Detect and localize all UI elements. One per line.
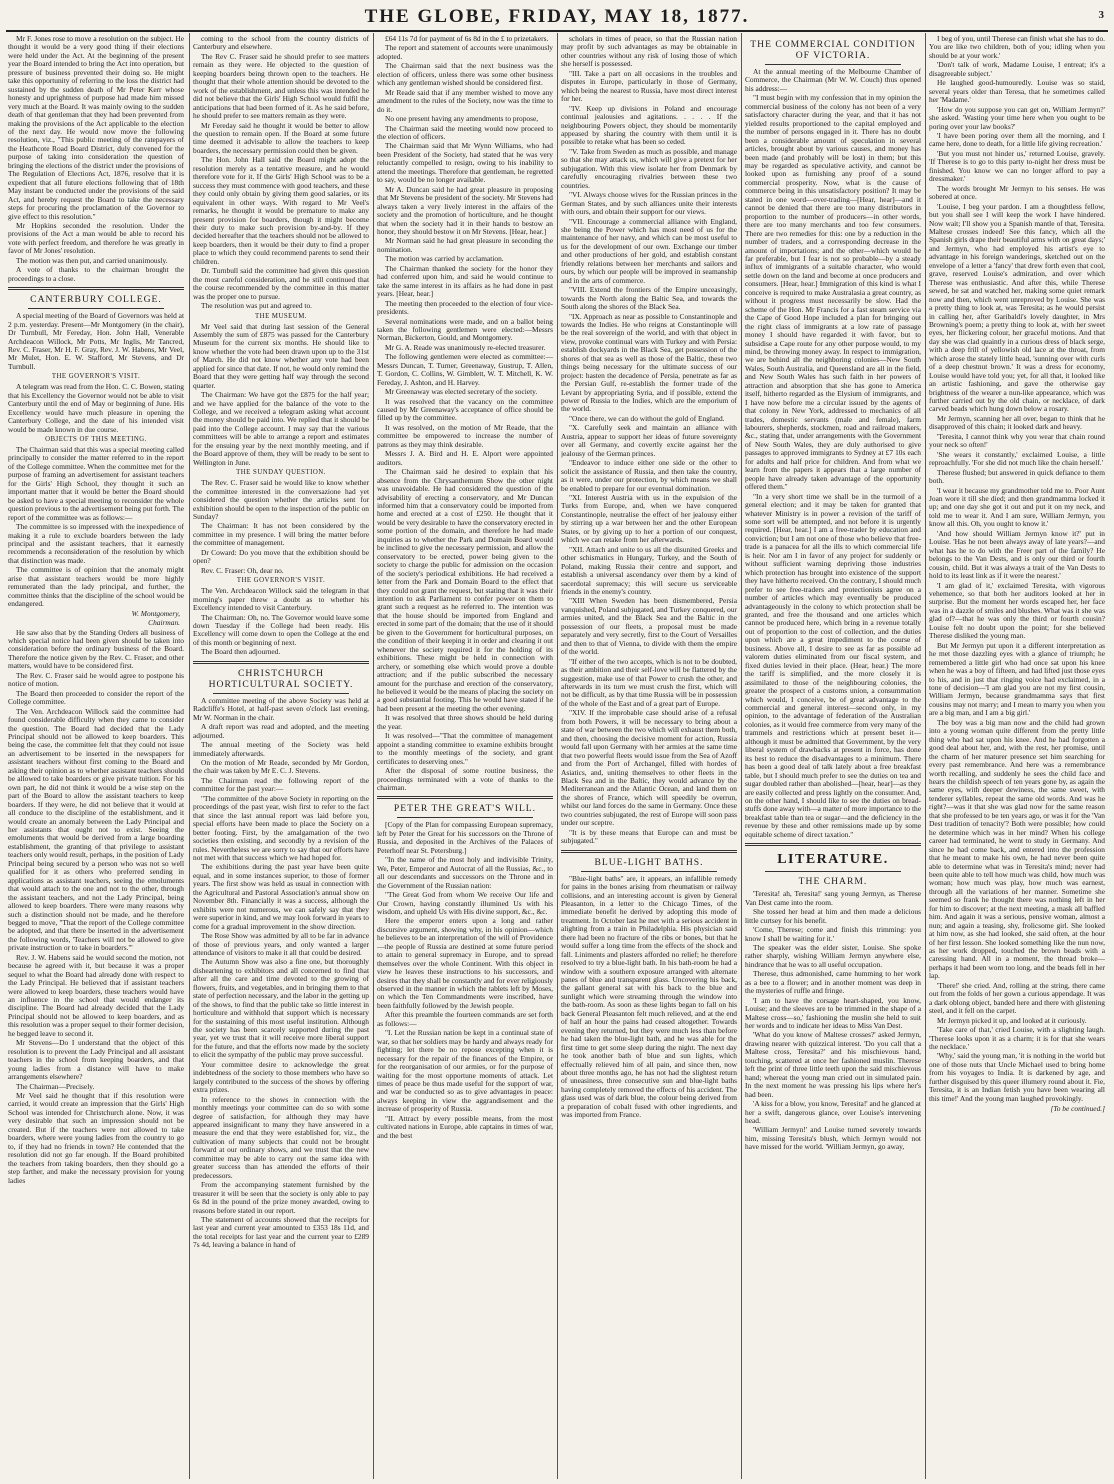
paragraph: He saw also that by the Standing Orders all business of which special notice had been given should be taken into consideration before the ordinary business of the Board. Therefore the notice given by the Rev. C. Fraser, and other matters, would have to be considered first. [8,627,184,671]
paragraph: "The Great God from whom We receive Our life and Our Crown, having constantly illumined Us with his wisdom, and upheld Us with His divine support, &c., &c. [377,890,553,916]
paragraph: Therese flushed; but answered in quick defiance to them both. [929,467,1105,486]
heading-rule [765,871,901,872]
paragraph: Messrs J. A. Bird and H. E. Alport were appointed auditors. [377,449,553,467]
paragraph: "III. Take a part on all occasions in the troubles and disputes in Europe, particularly in those of Germany, which being the nearest to Russia, have most direct interest for her. [561,68,737,104]
column-rule [373,33,374,1479]
paragraph: The boy was a big man now and the child had grown into a young woman quite different from the pretty little thing who had sat upon his knee. And he had forgotten a good deal about her, and, with the rest, her promise, until the charm of her maturer presence set him searching for every past remembrance. And here was a remembrance worth recalling, and suddenly he sees the child face and hears the childish speech of ten years gone by, as again the same eyes, with deeper dewiness, the same sweet, with tenderer syllables, repeat the same old words. And was he right?—was it that she was glad now for the same reason that she professed to be ten years ago, or was it for the 'Van Dest tradition of tenacity'? Both were possible; how could he determine which was in her mind? When his college career had terminated, he went to study in Germany. And since he had come back, and entered into the profession that he meant to make his own, he had never been quite able to determine what was in Teresita's mind; never had been quite able to tell how much was child, how much was woman; how much was play, how much was earnest, through all the variations of her manner. Sometime she seemed so frank he thought there was nothing left in her for him to discover; at the next meeting, a mask all baffled him. And again it was a serious, pensive woman, almost a nun; and again a teasing, shy, frolicsome girl. She looked at him now, as she had looked, she said often, at the hour of her first lesson. She looked something like the nun now, as her work dropped, touched the brown beads with a caressing hand. All in a moment, the thread broke—perhaps it had been worn too long, and the beads fell in her lap. [929,717,1105,981]
paragraph: The Board then proceeded to consider the report of the College committee. [8,688,184,707]
paragraph: 'Why,' said the young man, 'it is nothing in the world but one of those nuts that Uncle Michael used to bring home from his voyages to India. It is darkened by age, and further disguised by this queer illumery round about it. Fie, Teresita, it is an Indian fetish you have been wearing all this time!' And the young man laughed provokingly. [929,1051,1105,1103]
column-6 [929,35,1105,1479]
heading-rule [581,871,717,872]
paragraph: The statement of accounts showed that the receipts for last year and current year amounted to £353 18s 11d, and the total receipts for last year and the current year to £289 7s 4d, leaving a balance in hand of [193,1215,369,1250]
article-heading: CANTERBURY COLLEGE. [30,294,162,306]
subheading: THE GOVERNOR'S VISIT. [51,373,141,381]
heading-rule [28,308,164,309]
article-heading: THE COMMERCIAL CONDITION OF VICTORIA. [750,39,916,61]
paragraph: "The committee of the above Society in reporting on the proceedings of the past year, wish first to refer to the fact that since the last annual report was laid before you, special efforts have been made to place the Society on a better footing. First, by the amalgamation of the two societies then existing, and secondly by a revision of the rules. Nevertheless we are sorry to say that our efforts have not met with that success which we had hoped for. [193,793,369,862]
paragraph: 'I have been poring over them all the morning, and I came here, done to death, for a little life giving recreation.' [929,130,1105,149]
paragraph: The Rev. C. Fraser said he would like to know whether the committee interested in the conversazione had yet considered the question whether the articles sent for exhibition should be open to the inspection of the public on Sunday? [193,478,369,522]
paragraph: Mr G. A. Reade was unanimously re-elected treasurer. [385,342,546,352]
paragraph: The Chairman: Oh, no. The Governor would leave some down Tuesday if the College had been ready. His Excellency will come down to open the College at the end of this month or beginning of next. [193,612,369,647]
paragraph: No one present having any amendments to propose, [385,114,539,124]
paragraph: The Chairman read the following report of the committee for the past year:— [193,775,369,794]
story-title: THE CHARM. [798,876,868,888]
paragraph: She tossed her head at him and then made a delicious little curtsey for his benefit. [745,907,921,925]
paragraph: A draft report was read and adopted, and the meeting adjourned. [193,722,369,740]
paragraph: But Mr Jermyn put upon it a different interpretation as he met those dazzling eyes with a glance of triumph; he remembered a little girl who had once sat upon his knee when he was a boy of fifteen, and had lifted just those eyes to his, and in just that ringing voice had exclaimed, in a tone of decision—'I am glad you are not my first cousin, William Jermyn, because grandmamma says that first cousins may not marry; and I mean to marry you when you are a big man, and I am a big girl.' [929,640,1105,718]
column-rule [557,33,558,1479]
paragraph: The resolution was put and agreed to. [201,301,313,311]
section-rule [561,850,737,853]
paragraph: The following gentlemen were elected as committee:—Messrs Duncan, T. Turner, Greenaway, Gustrup, T. Allen, T. Gordon, C. Collins, W. Gimblett, W. T. Mitchell, K. W. Fereday, J. Ashton, and H. Harvey. [377,352,553,387]
paragraph: "In a very short time we shall be in the turmoil of a general election; and it may be taken for granted that whatever Ministry is in power a revision of the tariff of some sort will be attempted, and not before it is urgently required. [Hear, hear.] I am a free-trader by education and conviction; but I am not one of those who believe that free-trade is a panacea for all the ills to which commercial life is heir. Nor am I in favor of any project for suddenly or without sufficient warning depriving those industries which protection has brought into existence of the support they have hitherto received. On the contrary, I should much prefer to see free-traders and protectionists agree on a number of articles which may eventually be produced advantageously in the colony to which protection shall be granted, and free the thousand and one articles which cannot be produced here, which bring in a revenue totally out of proportion to the cost of collection, and the duties upon which are a great impediment to the course of business. Above all, I desire to see as far as possible ad valorem duties eliminated from our fiscal system, and fixed duties levied in their place. (Hear, hear.) The more the tariff is simplified, and the more closely it is assimilated to those of the neighbouring colonies, the greater the prospect of a customs union, a consummation which would, I conceive, be of great advantage to the commercial and general interest—second only, in my opinion, to the advantage of federation of the Australian colonies, as it would free commerce from very many of the trammels and restrictions which at present beset it—although it must be admitted that Government, by the very liberal system of drawbacks at present in force, has done its best to reduce the disadvantages to a minimum. There has been a good deal of talk lately about a free breakfast table, but I should much prefer to see the duties on tea and sugar doubled rather than abolished—[hear, hear]—as they are easily collected and press lightly on the consumer. And, on the other hand, I should like to see the duties on bread-stuffs done away with—a matter of more importance to the breakfast table than tea or sugar—and the deficiency in the revenue by these and other remissions made up by some equitable scheme of direct taxation." [745,491,921,839]
section-heading-literature: LITERATURE. [777,852,889,868]
paragraph: Mr Veel said that during last session of the General Assembly the sum of £875 was passed for the Canterbury Museum for the current six months. He should like to know whether the vote had been drawn upon up to the 31st of March. He did not know whether any vote had been applied for since that date. If not, he would only remind the Board that they were getting half way through the second quarter. [193,321,369,390]
paragraph: The Chairman said that the next business was the election of officers, unless there was some other business which any gentleman wished should be considered first. [377,61,553,88]
paragraph: Mr Norman said he had great pleasure in seconding the nomination. [377,236,553,254]
paragraph: A vote of thanks to the chairman brought the proceedings to a close. [8,265,184,283]
paragraph: "It is by these means that Europe can and must be subjugated." [561,827,737,846]
paragraph: It was resolved that three shows should be held during the year. [377,713,553,731]
heading-rule [213,693,349,694]
paragraph: The motion was carried by acclamation. [385,254,504,264]
paragraph: 'I am to have the corsage heart-shaped, you know, Louise; and the sleeves are to be trimmed in the shape of a Maltese cross—so,' fashioning the muslin she held to suit her words and to indicate her ideas to Miss Van Dest. [745,995,921,1031]
paragraph: From the accompanying statement furnished by the treasurer it will be seen that the society is only able to pay 6s 8d in the pound of the prize money awarded, owing to reasons before stated in our report. [193,1180,369,1215]
paragraph: He laughed good-humouredly. Louise was so staid, several years older than Teresa, that he sometimes called her 'Madame.' [929,78,1105,105]
paragraph: It was resolved, on the motion of Mr Reade, that the committee be empowered to increase the number of patrons as they may think desirable. [377,422,553,449]
column-3 [377,35,553,1479]
paragraph: Dr Coward: Do you move that the exhibition should be open? [193,547,369,566]
paragraph: 'I wear it because my grandmother told me to. Poor Aunt Joan wore it till she died; and then grandmamma locked it up; and one day she got it out and put it on my neck, and told me to wear it. And I am sure, William Jermyn, you know all this. Oh, you ought to know it.' [929,485,1105,529]
paragraph: Mr Veel said he thought that if this resolution were carried, it would create an impression that the Girls' High School was intended for Christchurch alone. Now, it was very desirable that such an impression should not be created. But if the teachers were not allowed to take boarders, where were young ladies from the country to go to, if they had no friends in town? He contended that the resolution did not go far enough. If the Board prohibited the teachers from taking boarders, then they should go a step farther, and make the necessary provision for young ladies [8,1091,184,1185]
paragraph: 'Teresita, I cannot think why you wear that chain round your neck so often!' [929,431,1105,450]
paragraph: 'Louise, I beg your pardon. I am a thoughtless fellow, but you shall see I will keep the work I have hindered. Now wait; I'll show you a Spanish mantle of that, Teresita. Maltese crosses indeed! See this fancy, which all the Spanish girls drape their beautiful arms with on great days;' and Jermyn, who had employed his artist's eye to advantage in his foreign wanderings, sketched out on the envelope of a letter a 'fancy' that drew forth even that cool, grave, reserved Louise's admiration, and over which Therese was enthusiastic. And after this, while Therese sewed, he sat and watched her, making some quiet remark now and then, which went unreproved by Louise. She was a pretty thing to look at, was Teresita; as he would persist in calling her, after Garibaldi's lovely daughter, in Mrs Browning's poem; a pretty thing to look at, with her sweet eyes, her flickering colour, her graceful motions. And that day she was clad quaintly in a curious dress of black serge, with a deep frill of yellowish old lace at the throat, from which arose the stately little head, 'sunning over with curls of a deep chestnut brown.' It was a dress for economy, Louise would have told you; yet, for all that, it looked like an artistic fashioning, and gave the otherwise gay brightness of the wearer a nun-like appearance, which was further carried out by the old chain, or necklace, of dark carved beads which hung down below a rosary. [929,201,1105,414]
paragraph: The Chairman said that this was a special meeting called principally to consider the matter referred to in the report of the College committee. When the committee met for the purpose of framing an advertisement for assistant teachers for the Girls' High School, they thought it such an important matter that it would be better the Board should be asked to have a special meeting to reconsider the whole question previous to the advertisement being put forth. The report of the committee was as follows:— [8,445,184,522]
paragraph: The Rev. C. Fraser said he would agree to postpone his notice of motion. [8,670,184,689]
column-rule [189,33,190,1479]
masthead [0,0,1114,30]
paragraph: Mr Reade said that if any member wished to move any amendment to the rules of the Society, now was the time to do it. [377,87,553,114]
paragraph: "VIII. Extend the frontiers of the Empire unceasingly, towards the North along the Baltic Sea, and towards the South along the shores of the Black Sea. [561,285,737,312]
paragraph: coming to the school from the country districts of Canterbury and elsewhere. [193,35,369,52]
paragraph: "X. Carefully seek and maintain an alliance with Austria, appear to support her ideas of future sovereignty over all Germany, and covertly excite against her the jealousy of the German princes. [561,423,737,458]
paragraph: Dr. Turnbull said the committee had given this question the most careful consideration, and he still continued that the course recommended by the committee in this matter was the proper one to pursue. [193,266,369,301]
paragraph: "II. Attract by every possible means, from the most cultivated nations in Europe, able captains in times of war, and the best [377,1113,553,1140]
paragraph: A special meeting of the Board of Governors was held at 2 p.m. yesterday. Present—Mr Montgomery (in the chair), Dr Turnbull, Mr Fereday, Hon. John Hall, Venerable Archdeacon Willock, Mr Potts, Mr Inglis, Mr Tancred, Rev. C. Fraser, Mr H. F. Gray, Rev. J. W. Habens, Mr Veel, Mr Mulet, Hon. E. W. Stafford, Mr Stevens, and Dr Turnbull. [8,311,184,371]
paragraph: 'But you must not hinder us,' returned Louise, gravely. 'If Therese is to go to this party to-night her dress must be finished. You know we can no longer afford to pay a dressmaker.' [929,148,1105,184]
paragraph: Mr Hopkins seconded the resolution. Under the provisions of the Act a man would be able to record his vote with perfect freedom, and therefore he was greatly in favor of Mr Jones' resolution. [8,220,184,256]
heading-rule [765,64,901,65]
paragraph: "XIV. If the improbable case should arise of a refusal from both Powers, it will be necessary to bring about a state of war between the two which will exhaust them both, and then, choosing the decisive moment for action, Russia would fall upon Germany with her armies at the same time that two powerful fleets would issue from the Sea of Azoff and from the Port of Archangel, filled with hordes of Asiatics, and, uniting themselves to other fleets in the Black Sea and in the Baltic, they would advance by the Mediterranean and the Atlantic Ocean, and land them on the shores of France, which will speedily be overrun, whilst our land forces do the same in Germany. Once these two countries subjugated, the rest of Europe will soon pass under our sceptre. [561,708,737,828]
column-5 [745,35,921,1479]
paragraph: The Chairman said that Mr Wynn Williams, who had been President of the Society, had stated that he was very reluctantly compelled to resign, owing to his inability to attend the meetings. Therefore that gentleman, he regretted to say, would be no longer available. [377,141,553,185]
paragraph: Mr Fereday said he thought it would be better to allow the question to remain open. If the Board at some future time deemed it advisable to allow the teachers to keep boarders, the necessary permission could then be given. [193,120,369,155]
paragraph: On the motion of Mr Reade, seconded by Mr Gordon, the chair was taken by Mr E. C. J. Stevens. [193,757,369,776]
paragraph: "IX. Approach as near as possible to Constantinople and towards the Indies. He who reigns at Constantinople will be the real sovereign of the world, and with that object in view, provoke continual wars with Turkey and with Persia: establish dockyards in the Black Sea, get possession of the shores of that sea as well as those of the Baltic, these two things being necessary for the ultimate success of our project: hasten the decadence of Persia, penetrate as far as the Persian Gulf, re-establish the former trade of the Levant by appropriating Syria, and if possible, extend the power of Russia to the Indies, which are the emporium of the world. [561,311,737,414]
paragraph: After this preamble the fourteen commands are set forth as follows:— [377,1010,553,1028]
masthead-rule [6,30,1108,32]
paragraph: The Ven. Archdeacon Willock said the committee had found considerable difficulty when they came to consider the question. The Board had decided that the Lady Principal should not be allowed to keep boarders. This being the case, the committee felt that they could not issue an advertisement to be inserted in the newspapers for assistant teachers without first coming to the Board and asking their opinion as to whether assistant teachers should be allowed to take boarders or give private tuition. For his own part, he did not think it would be a wise step on the part of the Board to allow the assistant teachers to keep boarders. If they were, he did not believe that it would at all conduce to the discipline of the establishment, and it would create an anomaly between the Lady Principal and her assistants that ought not to exist. Seeing the emoluments that would be derived from a large boarding establishment, the granting of that privilege to assistant teachers only would result, perhaps, in the position of Lady Principal being secured by a person who was not so well qualified for it as others who preferred sending in applications as assistant teachers, seeing the emoluments that would attach to the one and not to the other, through the assistant teachers, and not the Lady Principal, being allowed to keep boarders. There were many reasons why such a distinction should not be made, and he therefore begged to move, "That the report of the College committee be adopted, and that there be inserted in the advertisement the following words, 'Teachers will not be allowed to give private instruction or to take in boarders.'" [8,706,184,953]
paragraph: "If either of the two accepts, which is not to be doubted, as their ambition and their self-love will be flattered by the suggestion, make use of that Power to crush the other, and afterwards in its turn we must crush the first, which will not be difficult, as by that time Russia will be in possession of the whole of the East and of a great part of Europe. [561,656,737,708]
paragraph: Mr F. Jones rose to move a resolution on the subject. He thought it would be a very good thing if their elections were held under the Act. At the beginning of the present year the Board intended to bring the Act into operation, but pressure of business prevented their doing so. He might take this opportunity of referring to the loss the district had sustained by the sudden death of Mr Peter Kerr whose honesty and uprightness of purpose had made him missed very much at the Board. It was mainly owing to the sudden death of that gentleman that they had been prevented from making the provisions of the Act applicable to the election of the next day. He would now move the following resolution, viz., "This public meeting of the ratepayers of the Heathcote Road Board District, duly convened for the purpose of taking into consideration the question of bringing the elections of the district under the provisions of The Regulation of Elections Act, 1876, resolve that it is expedient that all future elections following that of 18th May instant be conducted under the provisions of the said Act, and hereby request the Board to take the necessary steps for procuring the proclamation of the Governor to give effect to this resolution." [8,35,184,221]
paragraph: The meeting then proceeded to the election of four vice-presidents. [377,298,553,317]
paragraph: The committee is so impressed with the inexpedience of making it a rule to exclude boarders between the lady principal and the assistant teachers, that it earnestly recommends a reconsideration of the resolution by which that distinction was made. [8,522,184,565]
paragraph: Therese, thus admonished, came humming to her work as a bee to a flower; and in another moment was deep in the mysteries of ruffle and fringe. [745,969,921,996]
paragraph: 'I am glad of it,' exclaimed Teresita, with vigorous vehemence, so that both her auditors looked at her in surprise. But the moment her words escaped her, her face was in a dazzle of smiles and blushes. What was it she was glad of?—that he was only the third or fourth cousin? Louise felt no doubt upon the point; for she believed Therese disliked the young man. [929,580,1105,641]
paragraph: 'Don't talk of work, Madame Louise, I entreat; it's a disagreeable subject.' [929,60,1105,78]
paragraph: It was resolved that the vacancy on the committee caused by Mr Greenaway's acceptance of office should be filled up by the committee. [377,396,553,423]
paragraph: The report and statement of accounts were unanimously adopted. [377,43,553,61]
paragraph: The committee is of opinion that the anomaly might arise that assistant teachers would be more highly remunerated than the lady principal, and further, the committee thinks that the discipline of the school would be endangered. [8,565,184,609]
paragraph: Mr Jermyn, scanning her all over, began to think that he disapproved of this chain; it looked dark and heavy. [929,413,1105,432]
paragraph: 'Teresita! ah, Teresita!' sang young Jermyn, as Therese Van Dest came into the room. [745,889,921,907]
paragraph: "XII. Attach and unite to us all the disunited Greeks and other schismatics in Hungary, Turkey, and the South of Poland, making Russia their centre and support, and establish a universal ascendancy over them by a kind of sacerdotal supremacy; this will secure us serviceable friends in the enemy's country. [561,544,737,596]
column-rule [741,33,742,1479]
article-heading: BLUE-LIGHT BATHS. [594,856,704,868]
paragraph: A telegram was read from the Hon. C. C. Bowen, stating that his Excellency the Governor would not be able to visit Canterbury until the end of May or beginning of June. His Excellency would have much pleasure in opening the Canterbury College, and the date of his intended visit would be made known in due course. [8,382,184,434]
paragraph: In reference to the shows in connection with the monthly meetings your committee can do so with some degree of satisfaction, for although they may have appeared insignificant to many they have answered in a measure the end that they were established for, viz., the cultivation of many subjects that could not be brought forward at our ordinary shows, and we trust that the new committee may be able to carry out the same idea with greater success than has attended the efforts of their predecessors. [193,1094,369,1180]
paragraph: "Blue-light baths" are, it appears, an infallible remedy for pains in the bones arising from rheumatism or railway collisions, and an interesting account is given by General Pleasanton, in a letter to the Chicago Times, of the immediate benefit he derived by adopting this mode of treatment. In October last he met with a serious accident in alighting from a train in Philadelphia. His physician said there had been no fracture of the ribs or bones, but that he would suffer a long time from the effects of the shock and fall. Liniments and plasters afforded no relief; he therefore resolved to try a blue-light bath. In his bath-room he had a window with a southern exposure arranged with alternate panes of blue and transparent glass. Uncovering his back, the gallant general sat with his back to the blue and sunlight which were streaming through the window into the bath-room. As soon as these lights began to fall on his back General Pleasanton felt much relieved, and at the end of half an hour the pains had ceased altogether. Towards evening they returned, but they were much less than before he had taken the blue-light bath, and he was able for the first time to get some sleep during the night. The next day he took another bath of blue and sun lights, which effectually relieved him of all pain, and since then, now about three months ago, he has not had the slightest return of uneasiness, three consecutive sun and blue-light baths having completely removed the effects of his accident. The glass used was of dark blue, the colour being derived from a preparation of cobalt fused with other ingredients, and was imported from France. [561,873,737,1120]
paragraph: I beg of you, until Therese can finish what she has to do. You are like two children, both of you; idling when you should be at your work.' [929,35,1105,60]
signature: W. Montgomery, [131,608,180,618]
paragraph: 'She wears it constantly,' exclaimed Louise, a little reproachfully. 'For she did not much like the chain herself.' [929,449,1105,468]
paragraph: "Endeavor to induce either one side or the other to solicit the assistance of Russia, and then take the country, as it were, under our protection, by which means we shall be enabled to prepare for our eventual domination. [561,458,737,493]
paragraph: Mr Greenaway was elected secretary of the society. [385,387,538,397]
paragraph: [Copy of the Plan for compassing European supremacy, left by Peter the Great for his successors on the Throne of Russia, and deposited in the Archives of the Palaces of Peterhoff near St. Petersburg.] [377,820,553,855]
paragraph: 'A kiss for a blow, you know, Teresita!' and he glanced at her a swift, dangerous glance, over Louise's intervening head. [745,1099,921,1126]
paragraph: The Hon. John Hall said the Board might adopt the resolution merely as a tentative measure, and he would therefore vote for it. If the Girls' High School was to be a success they must commence with good teachers, and these they could only obtain by giving them good salaries, or its equivalent in other ways. With regard to Mr Veel's remarks, he thought it would be premature to make any present provision for boarders, though it might become their duty to make such provision by-and-by. If they decided hereafter that the teachers should not be allowed to keep boarders, then it would be their duty to find a proper place to which they could recommend parents to send their children. [193,155,369,266]
paragraph: scholars in times of peace, so that the Russian nation may profit by such advantages as may be obtainable in other countries without any risk of losing those of which she herself is possessed. [561,35,737,69]
article-heading: CHRISTCHURCH HORTICULTURAL SOCIETY. [208,667,354,690]
column-2 [193,35,369,1479]
paragraph: "VI. Always choose wives for the Russian princes in the German States, and by such alliances unite their interests with ours, and obtain their support for our views. [561,190,737,217]
paragraph: The motion was then put, and carried unanimously. [16,255,168,265]
subheading: THE MUSEUM. [255,312,307,320]
paragraph: Several nominations were made, and on a ballot being taken the following gentlemen were elected:—Messrs Norman, Bickerton, Gould, and Montgomery. [377,316,553,343]
paragraph: "VII. Encourage a commercial alliance with England, she being the Power which has most need of us for the maintenance of her navy, and which can be most useful to us for the development of our own. Exchange our timber and other productions of her gold, and establish constant friendly relations between her merchants and sailors and ours, by which our people will be improved in seamanship and in the arts of commerce. [561,216,737,285]
column-rule [925,33,926,1479]
section-rule [8,287,184,290]
paragraph: The Chairman: It has not been considered by the committee in my presence. I will bring the matter before the committee of management. [193,521,369,548]
paragraph: The exhibitions during the past year have been quite equal, and in some instances superior, to those of former years. The first show was held as usual in connection with the Agricultural and Pastoral Association's annual show on November 8th. Financially it was a success, although the exhibits were not numerous, we can safely say that they were superior in kind, and we may look forward in years to come for a gradual improvement in the show direction. [193,862,369,931]
paragraph: "XI. Interest Austria with us in the expulsion of the Turks from Europe, and, when we have conquered Constantinople, neutralise the effect of her jealousy either by stirring up a war between her and the other European States, or by giving up to her a portion of our conquest, which we can retake from her afterwards. [561,493,737,545]
subheading: THE GOVERNOR'S VISIT. [236,577,326,585]
paragraph: Your committee desire to acknowledge the great indebtedness of the society to those members who have so largely contributed to the success of the shows by offering extra prizes. [193,1059,369,1095]
paragraph: £64 11s 7d for payment of 6s 8d in the £ to prizetakers. [385,35,549,43]
paragraph: Mr Jermyn picked it up, and looked at it curiously. [937,1015,1087,1025]
paragraph: The Chairman said the meeting would now proceed to the election of officers. [377,123,553,141]
to-be-continued: [To be continued.] [1050,1104,1105,1114]
paragraph: The Rose Show was admitted by all to be far in advance of those of previous years, and only wanted a larger attendance of visitors to make it all that could be desired. [193,931,369,957]
paragraph: 'And how should William Jermyn know it?' put in Louise. 'Has he not been always away of late years?—and what has he to do with the Freer part of the family? He belongs to the Van Dests, and is only our third or fourth cousin, child. But it was always a trait of the Van Dests to hold to its least link as if it were the nearest.' [929,528,1105,581]
section-rule [193,661,369,664]
paragraph: "In the name of the most holy and indivisible Trinity, We, Peter, Emperor and Autocrat of all the Russias, &c., to all our descendants and successors on the Throne and in the Government of the Russian nation: [377,855,553,890]
paragraph: A committee meeting of the above Society was held at Radcliffe's Hotel, at half-past seven o'clock last evening, Mr W. Norman in the chair. [193,695,369,722]
section-rule [377,796,553,799]
paragraph: The Rev C. Fraser said he should prefer to see matters remain as they were. He objected to the question of keeping boarders being thrown open to the teachers. He thought that their whole attention should be devoted to the work of the establishment, and unless this was intended he did not believe that the Girls' High School would fulfil the anticipations that had been formed of it. As he said before, he should prefer to see matters remain as they were. [193,51,369,121]
paragraph: 'William Jermyn!' and Louise turned severely towards him, missing Teresita's blush, which Jermyn would not have missed for the world. 'William Jermyn, go away, [745,1125,921,1152]
section-rule [745,843,921,846]
subheading: OBJECTS OF THIS MEETING. [45,436,147,444]
column-1 [8,35,184,1479]
paragraph: "IV. Keep up divisions in Poland and encourage continual jealousies and agitations. . . . . If the neighbouring Powers object, they should be momentarily appeased by sharing the country with them until it is possible to retake what has been so ceded. [561,103,737,147]
signature-title: Chairman. [148,618,180,628]
paragraph: At the annual meeting of the Melbourne Chamber of Commerce, the Chairman (Mr W. W. Couch) thus opened his address:— [745,67,921,93]
page-number: 3 [1098,9,1104,21]
column-4 [561,35,737,1479]
paragraph: "I. Let the Russian nation be kept in a continual state of war, so that her soldiers may be hardy and always ready for fighting; let there be no repose excepting when it is necessary for the repair of the finances of the Empire, or for the reorganisation of our armies, or for the purpose of waiting for the most opportune moments of attack. Let times of peace be thus made useful for the support of war, and war be conducted so as to give advantages in peace: always keeping in view the aggrandisement and the increase of prosperity of Russia. [377,1028,553,1114]
paragraph: The words brought Mr Jermyn to his senses. He was sobered at once. [929,183,1105,202]
paragraph: 'There!' she cried. And, rolling at the string, there came out from the folds of her gown a curious appendage. It was a dark oblong object, banded here and there with glistening steel, and it fell on the carpet. [929,980,1105,1016]
heading-rule [397,817,533,818]
paragraph: Mr Stevens—Do I understand that the object of this resolution is to prevent the Lady Principal and all assistant teachers in the school from keeping boarders, and that young ladies from a distance will have to make arrangements elsewhere? [8,1038,184,1082]
article-heading: PETER THE GREAT'S WILL. [393,803,537,815]
paragraph: 'What do you know of Maltese crosses?' asked Jermyn, drawing nearer with quizzical interest. 'Do you call that a Maltese cross, Teresita?' and his mischievous hand, touching, scattered at once her fashioned muslin. Therese left the print of three little teeth upon the said mischievous hand; whereat the young man cried out in simulated pain. In the next moment he was pressing his lips where her's had been. [745,1030,921,1099]
paragraph: After the disposal of some routine business, the proceedings terminated with a vote of thanks to the chairman. [377,766,553,792]
paragraph: The Chairman: We have got the £875 for the half year; and we have applied for the balance of the vote to the College, and we received a telegram asking what account the money should be paid into. We replied that it should be paid into the College account. I may say that the various committees will be able to arrange a report and estimates for the ensuing year by the next monthly meeting, and if the Board approve of them, they will be ready to be sent to Wellington in June. [193,390,369,467]
paragraph: The speaker was the elder sister, Louise. She spoke rather sharply, wishing William Jermyn anywhere else, hindrance that he was to all useful occupation. [745,942,921,969]
paragraph: Mr A. Duncan said he had great pleasure in proposing that Mr Stevens be president of the society. Mr Stevens had always taken a very lively interest in the affairs of the society and the promotion of horticulture, and he thought that when the society had it in their hands to bestow an honor, they should bestow it on Mr Stevens. [Hear, hear.] [377,184,553,236]
paragraph: Rev. J. W. Habens said he would second the motion, not because he agreed with it, but because it was a proper sequel to what the Board had already done with respect to the Lady Principal. He believed that if assistant teachers were allowed to keep boarders, these teachers would have an influence in the school that would endanger its discipline. The Board had already decided that the Lady Principal should not be allowed to keep boarders, and as this resolution was a proper sequel to their former decision, he begged leave to second it. [8,952,184,1038]
paragraph: The Board then adjourned. [201,647,281,657]
paragraph: The Chairman said he desired to explain that his absence from the Chrysanthemum Show the other night was unavoidable. He had considered the question of the advisability of erecting a conservatory, and Mr Duncan informed him that a conservatory could be imported from home and erected at a cost of £250. He thought that it would be very desirable to have the conservatory erected in some portion of the domain, and therefore he had made inquiries as to whether the Park and Domain Board would be inclined to give the necessary permission, and allow the conservatory to be erected, power being given to the society to charge the public for admission on the occasion of the society's periodical exhibitions. He had received a letter from the Park and Domain Board to the effect that they could not grant the request, but stating that it was their intention to ask Parliament to confer power on them to grant such a request as he referred to. The intention was that the house should be imported from England and erected in some part of the domain; that the use of it should be given to the Government for horticultural purposes, on the condition of their keeping it in order and clearing it out whenever the society required it for the holding of its exhibitions. These might be held in connection with archery, or something else which would prove a double attraction; and if the public subscribed the necessary amount for the purchase and erection of the conservatory, he believed it would be the means of placing the society on a good substantial footing. This he would have stated if he had been present at the meeting the other evening. [377,467,553,713]
paragraph: The Autumn Show was also a fine one, but thoroughly disheartening to exhibitors and all concerned to find that after all the care and time devoted to the growing of flowers, fruits, and vegetables, and in bringing them to that state of perfection necessary, and the labor in the getting up of the shows, to find that the public take so little interest in horticulture and withhold that support which is necessary for the sustaining of this most useful institution. Although the society has been scarcely supported during the past year, yet we trust that it will receive more liberal support for the future, and that the efforts now made by the society to elicit the sympathy of the public may prove successful. [193,957,369,1060]
masthead-title: THE GLOBE, FRIDAY, MAY 18, 1877. [364,6,750,27]
paragraph: 'How do you suppose you can get on, William Jermyn?' she asked. 'Wasting your time here when you ought to be poring over your law books?' [929,104,1105,131]
paragraph: The Chairman thanked the society for the honor they had conferred upon him, and said he would continue to take the same interest in its affairs as he had done in past years. [Hear, hear.] [377,263,553,299]
paragraph: Rev. C. Fraser: Oh, dear no. [201,565,284,575]
paragraph: "V. Take from Sweden as much as possible, and manage so that she may attack us, which will give a pretext for her subjugation. With this view isolate her from Denmark by carefully encouraging rivalries between these two countries. [561,146,737,190]
paragraph: The annual meeting of the Society was held immediately afterwards. [193,740,369,758]
paragraph: The Ven. Archdeacon Willock said the telegram in that morning's paper threw a doubt as to whether his Excellency intended to visit Canterbury. [193,586,369,613]
paragraph: The Chairman—Precisely. [16,1081,95,1091]
subheading: THE SUNDAY QUESTION. [236,469,326,477]
paragraph: Here the emperor enters upon a long and rather discursive argument, showing why, in his opinion—which he believes to be an interpretation of the will of Providence—the people of Russia are destined at some future period to attain to general supremacy in Europe, and to spread themselves over the whole Continent. With this object in view he leaves these instructions to his successors, and desires that they shall be constantly and for ever religiously observed in the manner in which the tablets left by Moses, on which the Ten Commandments were inscribed, have been faithfully followed by the Jewish people. [377,916,553,1010]
paragraph: "I must begin with my confession that in my opinion the commercial business of the colony has not been of a very satisfactory character during the year, and that it has not yielded results proportioned to the capital employed and the number of persons engaged in it. There has no doubt been a considerable amount of speculation in several articles, brought about by various causes, and money has been made (and probably will be lost) in them; but this may be regarded as speculative activity, and cannot be looked upon as furnishing any proof of a sound commercial prosperity. Now, what is the cause of commerce being in this unsatisfactory position? It may be stated in one word—over-trading—[Hear, hear]—and it cannot be denied that there are too many distributors in proportion to the number of producers—in other words, there are too many merchants and too few consumers. There are two remedies for this: one by a reduction in the number of traders, and a corresponding decrease in the amount of importations; and the other—which would be far preferable, but I fear is not so probable—by a steady influx of immigrants of a suitable character, who would settle down on the land and become at once producers and consumers. [Hear, hear.] Immigration of this kind is what I conceive is required to make Australasia a great country, as without it progress must necessarily be slow. Had the scheme of the Hon. Mr Francis for a fast steam service via the Cape of Good Hope included a plan for bringing out the right class of immigrants at a low rate of passage money I should have regarded it with favor, but to subsidise a Cape route for any other purpose would, to my mind, be throwing money away. In respect to immigration, we are behind all the neighboring colonies—New South Wales, South Australia, and Queensland are all in the field, and New South Wales has such faith in her powers of attraction and absorption that she has gone to America itself, hitherto regarded as the Elysium of immigrants, and I have now before me a circular issued by the agents of that colony in New York, addressed to mechanics of all trades, domestic servants (male and female), farm labourers, shepherds, stockmen, road and railroad makers, &c., stating that, under arrangements with the Government of New South Wales, they are duly authorised to give passages to approved immigrants to Sydney at £7 10s each for adults and half price for children. And from what we learn from the papers it appears that a large number of people have already taken advantage of the opportunity offered them." [745,93,921,492]
paragraph: "Once there, we can do without the gold of England. [569,413,725,423]
paragraph: 'Come, Therese; come and finish this trimming: you know I shall be waiting for it.' [745,925,921,943]
paragraph: 'Take care of that,' cried Louise, with a slighting laugh. 'Therese looks upon it as a charm; it is for that she wears the necklace.' [929,1025,1105,1052]
paragraph: It was resolved—"That the committee of management appoint a standing committee to examine exhibits brought to the monthly meetings of the society, and grant certificates to deserving ones." [377,731,553,766]
paragraph: "XIII When Sweden has been dismembered, Persia vanquished, Poland subjugated, and Turkey conquered, our armies united, and the Black Sea and the Baltic in the possession of our fleets, a proposal must be made separately and very secretly, first to the Court of Versailles and then to that of Vienna, to divide with them the empire of the world. [561,596,737,657]
